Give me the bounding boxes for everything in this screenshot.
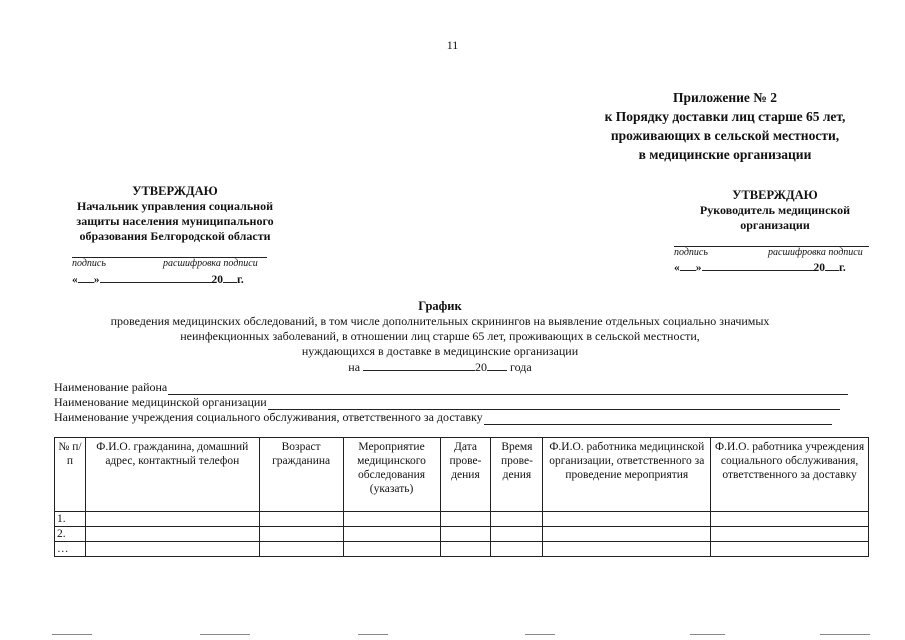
- date-quote-open: «: [72, 274, 78, 286]
- table-cell[interactable]: [543, 542, 711, 557]
- table-cell[interactable]: [343, 542, 440, 557]
- table-cell[interactable]: [491, 527, 543, 542]
- table-cell[interactable]: [85, 527, 259, 542]
- appendix-line: проживающих в сельской местности,: [610, 128, 840, 143]
- table-cell[interactable]: [85, 512, 259, 527]
- approve-position: образования Белгородской области: [79, 229, 271, 243]
- month-blank: [100, 271, 212, 283]
- appendix-title: Приложение № 2: [673, 90, 777, 105]
- approve-position: Начальник управления социальной: [76, 199, 273, 213]
- table-cell[interactable]: [440, 527, 491, 542]
- table-row: [55, 512, 869, 527]
- day-blank: [78, 271, 94, 283]
- table-cell[interactable]: [543, 527, 711, 542]
- year-prefix: 20: [475, 360, 488, 374]
- table-row: [55, 542, 869, 557]
- col-time-header: Время прове-дения: [491, 438, 543, 512]
- signature-decode-caption: расшифровка подписи: [768, 247, 863, 258]
- row-number: …: [55, 542, 86, 557]
- date-quote-open: «: [674, 262, 680, 274]
- row-number: 1.: [55, 512, 86, 527]
- year-blank: [825, 259, 839, 271]
- scan-artifact: [525, 634, 555, 635]
- table-cell[interactable]: [711, 542, 869, 557]
- table-cell[interactable]: [259, 527, 343, 542]
- approve-position: Руководитель медицинской: [699, 203, 851, 217]
- col-social-worker-header: Ф.И.О. работника учреждения социального обслуживания, ответственного за доставку: [711, 438, 869, 512]
- approve-position: организации: [740, 218, 810, 232]
- table-cell[interactable]: [343, 527, 440, 542]
- year-prefix: 20: [813, 262, 825, 274]
- year-prefix: 20: [211, 274, 223, 286]
- schedule-title: График: [418, 299, 462, 313]
- table-cell[interactable]: [491, 512, 543, 527]
- approve-left-block: [60, 184, 290, 244]
- year-on-label: на: [348, 360, 361, 374]
- table-cell[interactable]: [440, 542, 491, 557]
- medical-org-blank[interactable]: [268, 398, 840, 410]
- date-quote-close: »: [695, 262, 702, 274]
- social-inst-blank[interactable]: [484, 413, 832, 425]
- table-cell[interactable]: [259, 542, 343, 557]
- day-blank: [680, 259, 696, 271]
- schedule-title-block: [40, 299, 840, 375]
- col-medical-worker-header: Ф.И.О. работника медицинской организации, ответственного за проведение мероприятия: [543, 438, 711, 512]
- col-citizen-header: Ф.И.О. гражданина, домашний адрес, контактный телефон: [85, 438, 259, 512]
- medical-org-field: [54, 395, 840, 410]
- scan-artifact: [200, 634, 250, 635]
- period-blank: [363, 359, 475, 371]
- table-cell[interactable]: [440, 512, 491, 527]
- social-inst-label: Наименование учреждения социального обслуживания, ответственного за доставку: [54, 410, 483, 424]
- district-field: [54, 380, 848, 395]
- year-blank: [487, 359, 507, 371]
- approve-date-line: [674, 259, 846, 274]
- approve-heading: УТВЕРЖДАЮ: [732, 188, 818, 202]
- table-header-row: [55, 438, 869, 512]
- table-cell[interactable]: [543, 512, 711, 527]
- schedule-year-line: [40, 359, 840, 375]
- col-age-header: Возраст гражданина: [259, 438, 343, 512]
- schedule-table: [54, 437, 869, 557]
- col-date-header: Дата прове-дения: [440, 438, 491, 512]
- approve-date-line: [72, 271, 244, 286]
- scan-artifact: [358, 634, 388, 635]
- appendix-line: в медицинские организации: [638, 147, 812, 162]
- row-number: 2.: [55, 527, 86, 542]
- year-suffix: г.: [839, 262, 846, 274]
- year-suffix: года: [510, 360, 532, 374]
- signature-decode-caption: расшифровка подписи: [163, 258, 258, 269]
- schedule-description: нуждающихся в доставке в медицинские организации: [301, 344, 579, 358]
- table-cell[interactable]: [711, 512, 869, 527]
- table-cell[interactable]: [85, 542, 259, 557]
- col-procedure-header: Мероприятие медицинского обследования (указать): [343, 438, 440, 512]
- approve-right-block: [670, 188, 880, 233]
- medical-org-label: Наименование медицинской организации: [54, 395, 267, 409]
- signature-caption: подпись: [72, 258, 106, 269]
- district-blank[interactable]: [168, 383, 848, 395]
- social-inst-field: [54, 410, 832, 425]
- signature-caption: подпись: [674, 247, 708, 258]
- scan-artifact: [690, 634, 725, 635]
- page-number: 11: [446, 38, 459, 52]
- month-blank: [702, 259, 814, 271]
- schedule-description: неинфекционных заболеваний, в отношении лиц старше 65 лет, проживающих в сельской местности,: [180, 329, 700, 343]
- district-label: Наименование района: [54, 380, 168, 394]
- scan-artifact: [52, 634, 92, 635]
- table-row: [55, 527, 869, 542]
- appendix-line: к Порядку доставки лиц старше 65 лет,: [604, 109, 846, 124]
- year-suffix: г.: [237, 274, 244, 286]
- appendix-block: [560, 88, 890, 164]
- col-number-header: № п/п: [55, 438, 86, 512]
- approve-heading: УТВЕРЖДАЮ: [132, 184, 218, 198]
- approve-position: защиты населения муниципального: [76, 214, 274, 228]
- schedule-description: проведения медицинских обследований, в том числе дополнительных скринингов на выявление отдельных социально значимых: [110, 314, 770, 328]
- table-cell[interactable]: [343, 512, 440, 527]
- table-cell[interactable]: [259, 512, 343, 527]
- table-cell[interactable]: [491, 542, 543, 557]
- table-cell[interactable]: [711, 527, 869, 542]
- scan-artifact: [820, 634, 870, 635]
- date-quote-close: »: [93, 274, 100, 286]
- year-blank: [223, 271, 237, 283]
